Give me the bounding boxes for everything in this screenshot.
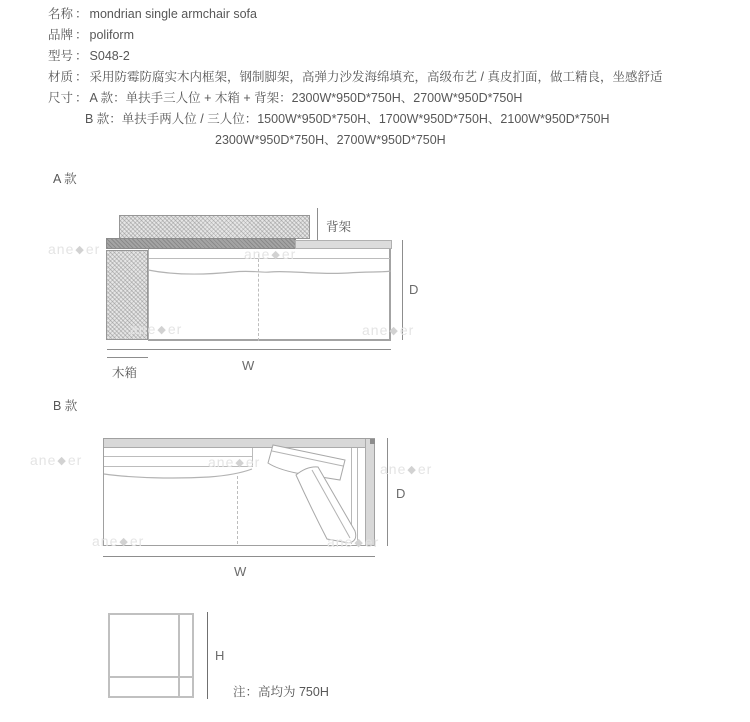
b-cushions	[262, 436, 374, 548]
watermark	[244, 246, 296, 262]
spec-size-line-b2: 2300W*950D*750H、2700W*950D*750H	[215, 133, 446, 147]
b-width-dim-line	[103, 556, 375, 557]
watermark-text: ane	[327, 534, 354, 550]
b-center-dashed-line	[237, 476, 238, 544]
field-separator: ：	[75, 70, 88, 84]
watermark-text: er	[364, 534, 380, 550]
a-wood-box-label: 木箱	[112, 366, 138, 380]
watermark	[208, 454, 260, 470]
watermark-text: ane	[362, 322, 389, 338]
watermark-drop-icon: ◆	[271, 249, 281, 261]
h-square-vline	[178, 613, 180, 698]
watermark-text: er	[417, 461, 433, 477]
field-label: 名称	[48, 7, 74, 21]
watermark	[362, 322, 414, 338]
watermark-drop-icon: ◆	[57, 455, 67, 467]
watermark-text: er	[167, 321, 183, 337]
field-separator: ：	[75, 91, 88, 105]
a-sofa-body	[148, 249, 391, 341]
b-width-label: W	[234, 564, 247, 579]
spec-material-line	[48, 70, 662, 85]
spec-model-line	[48, 49, 130, 64]
h-dim-line	[207, 612, 208, 699]
b-seat-seam-wave	[104, 469, 253, 483]
watermark-drop-icon: ◆	[119, 536, 129, 548]
watermark-text: ane	[48, 241, 75, 257]
field-value: poliform	[89, 28, 134, 42]
field-separator: ：	[75, 7, 88, 21]
field-value: S048-2	[89, 49, 130, 63]
watermark	[92, 533, 144, 549]
field-value: mondrian single armchair sofa	[89, 7, 257, 21]
watermark-text: ane	[244, 246, 271, 262]
watermark-text: ane	[208, 454, 235, 470]
field-label: 材质	[48, 70, 74, 84]
watermark-text: ane	[130, 321, 157, 337]
watermark-drop-icon: ◆	[157, 324, 167, 336]
h-height-label: H	[215, 648, 225, 663]
field-label: 型号	[48, 49, 74, 63]
watermark-text: ane	[30, 452, 57, 468]
h-square-hline	[108, 676, 194, 678]
diagram-a-title: A 款	[53, 172, 77, 186]
a-back-frame	[119, 215, 310, 239]
a-seat-seam-wave	[148, 264, 391, 278]
field-separator: ：	[75, 28, 88, 42]
a-wood-box-dim-line	[107, 357, 148, 358]
watermark	[327, 534, 379, 550]
diagram-b-title: B 款	[53, 399, 78, 413]
watermark-text: er	[245, 454, 261, 470]
a-center-dashed-line	[258, 254, 259, 341]
field-value: A 款：单扶手三人位 + 木箱 + 背架：2300W*950D*750H、2700W*950D*750H	[89, 91, 523, 105]
h-note: 注：高均为 750H	[233, 685, 329, 699]
b-depth-label: D	[396, 486, 406, 501]
watermark	[130, 321, 182, 337]
a-depth-label: D	[409, 282, 419, 297]
watermark-drop-icon: ◆	[407, 464, 417, 476]
b-depth-dim-line	[387, 438, 388, 546]
watermark-text: ane	[380, 461, 407, 477]
h-square	[108, 613, 194, 698]
watermark-drop-icon: ◆	[235, 457, 245, 469]
field-label: 品牌	[48, 28, 74, 42]
field-label: 尺寸	[48, 91, 74, 105]
a-back-frame-tick	[317, 208, 318, 242]
spec-size-line-a	[48, 91, 522, 106]
field-value: 采用防霉防腐实木内框架，钢制脚架，高弹力沙发海绵填充，高级布艺 / 真皮扪面，做工精良，坐感舒适	[89, 70, 663, 84]
watermark-text: ane	[92, 533, 119, 549]
a-top-rail-light	[295, 240, 392, 249]
watermark-drop-icon: ◆	[354, 537, 364, 549]
watermark	[48, 241, 100, 257]
watermark	[380, 461, 432, 477]
spec-brand-line	[48, 28, 134, 43]
field-separator: ：	[75, 49, 88, 63]
watermark-text: er	[129, 533, 145, 549]
watermark-text: er	[67, 452, 83, 468]
a-seat-seam-path	[148, 270, 391, 274]
watermark-text: er	[281, 246, 297, 262]
b-seat-seam-path	[104, 469, 252, 478]
watermark-drop-icon: ◆	[389, 325, 399, 337]
watermark-drop-icon: ◆	[75, 244, 85, 256]
a-width-dim-line	[107, 349, 391, 350]
spec-size-line-b: B 款：单扶手两人位 / 三人位：1500W*950D*750H、1700W*950D*750H、2100W*950D*750H	[85, 112, 610, 126]
a-back-frame-label: 背架	[326, 220, 352, 234]
spec-name-line	[48, 7, 257, 22]
a-width-label: W	[242, 358, 255, 373]
watermark	[30, 452, 82, 468]
watermark-text: er	[85, 241, 101, 257]
watermark-text: er	[399, 322, 415, 338]
